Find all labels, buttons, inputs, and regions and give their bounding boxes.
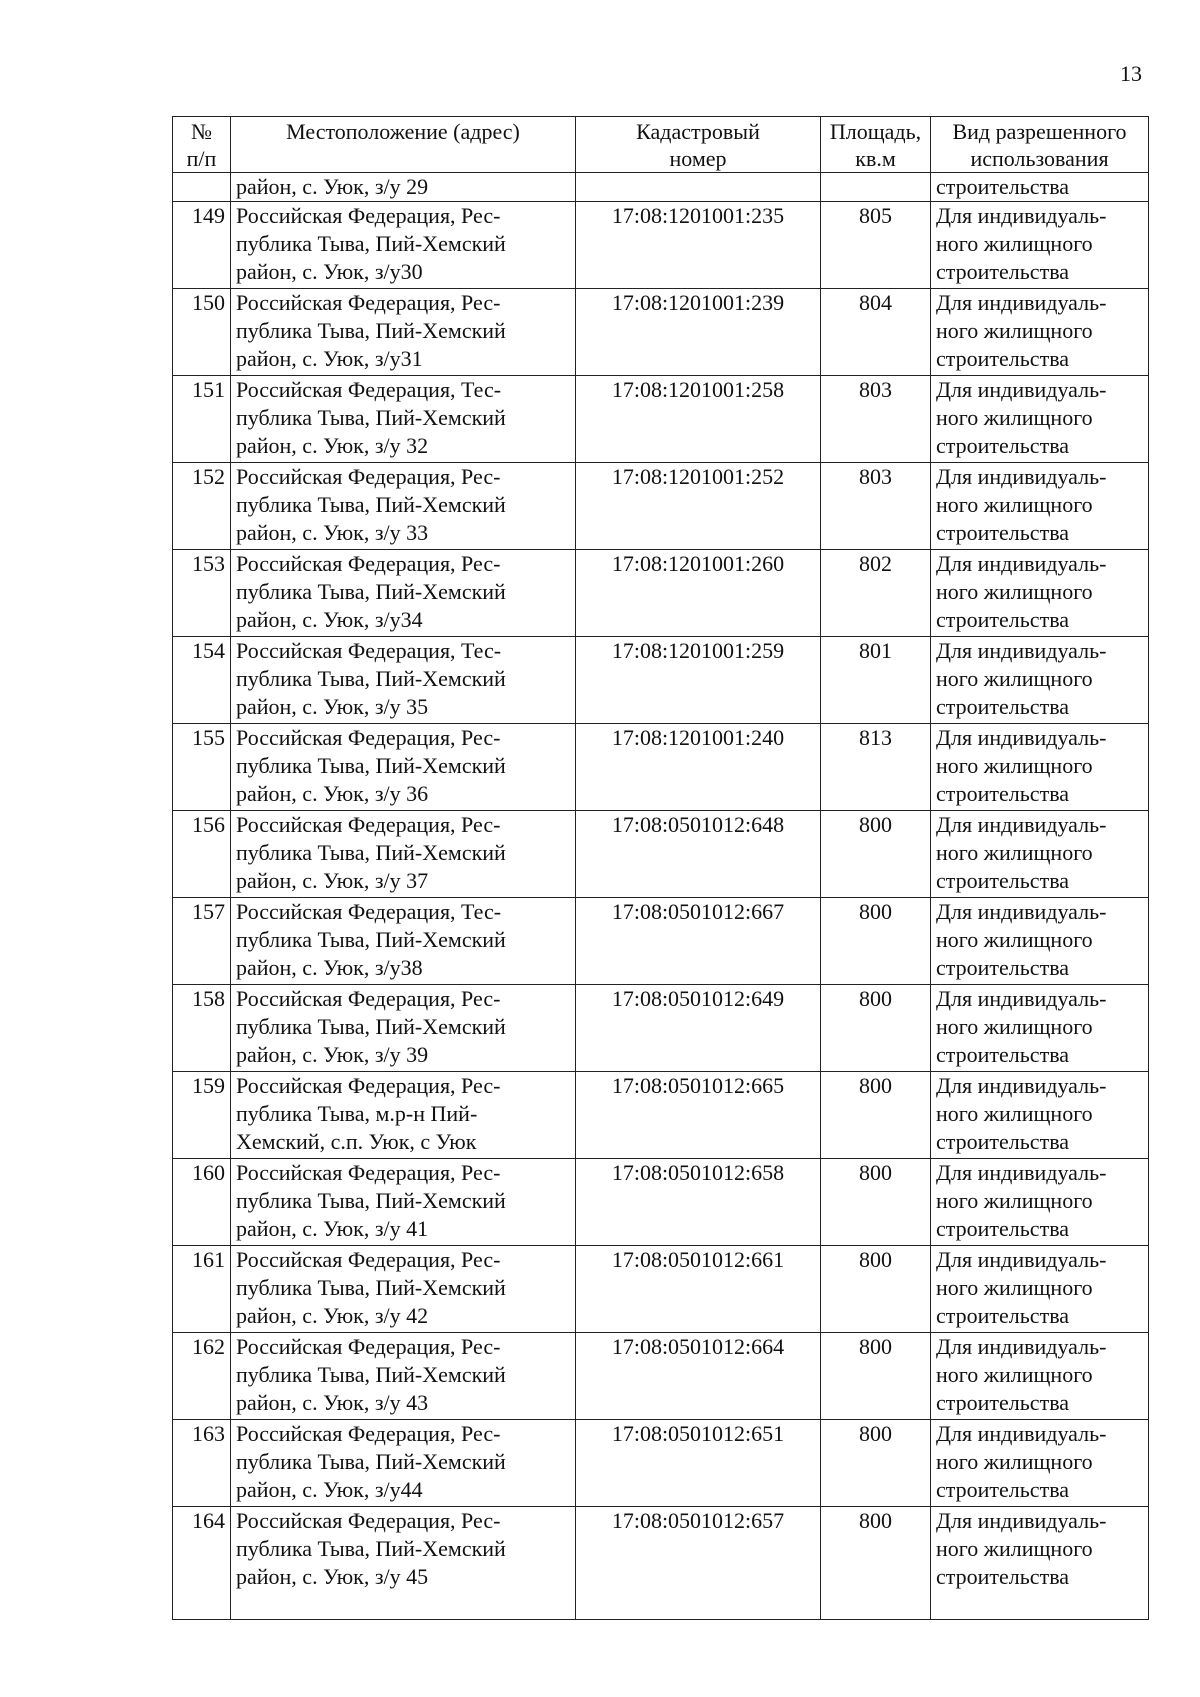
table-row (173, 550, 1149, 637)
address-line: публика Тыва, Пий-Хемский (236, 1275, 506, 1300)
cell-num: 156 (173, 811, 231, 898)
cell-address (231, 811, 576, 898)
cell-area: 802 (821, 550, 931, 637)
address-line: район, с. Уюк, з/у 42 (236, 1303, 429, 1328)
cell-area: 800 (821, 1159, 931, 1246)
use-line: Для индивидуаль- (936, 1508, 1107, 1533)
use-line: строительства (936, 520, 1070, 545)
cell-cadastral: 17:08:0501012:661 (576, 1246, 821, 1333)
address-line: Российская Федерация, Рес- (236, 551, 501, 576)
cell-cadastral (576, 173, 821, 202)
cell-num: 158 (173, 985, 231, 1072)
cell-num: 155 (173, 724, 231, 811)
use-line: Для индивидуаль- (936, 203, 1107, 228)
address-line: публика Тыва, Пий-Хемский (236, 1449, 506, 1474)
use-line: Для индивидуаль- (936, 464, 1107, 489)
use-line: Для индивидуаль- (936, 899, 1107, 924)
address-line: публика Тыва, м.р-н Пий- (236, 1101, 478, 1126)
use-line: Для индивидуаль- (936, 377, 1107, 402)
address-line: Российская Федерация, Рес- (236, 812, 501, 837)
address-line: Хемский, с.п. Уюк, с Уюк (236, 1129, 477, 1154)
use-line: Для индивидуаль- (936, 812, 1107, 837)
address-line: публика Тыва, Пий-Хемский (236, 1536, 506, 1561)
cell-num: 162 (173, 1333, 231, 1420)
cell-address (231, 1159, 576, 1246)
cell-num (173, 173, 231, 202)
use-line: строительства (936, 1390, 1070, 1415)
header-num (173, 117, 231, 173)
table-row (173, 1246, 1149, 1333)
cell-cadastral: 17:08:0501012:649 (576, 985, 821, 1072)
use-line: Для индивидуаль- (936, 1073, 1107, 1098)
use-line: ного жилищного (936, 579, 1093, 604)
cell-num: 152 (173, 463, 231, 550)
use-line: ного жилищного (936, 1449, 1093, 1474)
cell-address (231, 463, 576, 550)
header-line: п/п (186, 146, 217, 171)
cell-area: 800 (821, 1072, 931, 1159)
cell-use (931, 376, 1149, 463)
cell-use (931, 1159, 1149, 1246)
use-line: Для индивидуаль- (936, 1334, 1107, 1359)
cell-address (231, 1507, 576, 1620)
cell-cadastral: 17:08:0501012:657 (576, 1507, 821, 1620)
use-line: строительства (936, 1216, 1070, 1241)
cell-area: 803 (821, 376, 931, 463)
header-line: № (191, 119, 212, 144)
cell-num: 160 (173, 1159, 231, 1246)
use-line: строительства (936, 1477, 1070, 1502)
address-line: район, с. Уюк, з/у44 (236, 1477, 423, 1502)
use-line: строительства (936, 694, 1070, 719)
use-line: строительства (936, 1303, 1070, 1328)
cell-num: 153 (173, 550, 231, 637)
table-header (173, 117, 1149, 173)
cell-area: 800 (821, 1246, 931, 1333)
address-line: Российская Федерация, Тес- (236, 638, 502, 663)
use-line: ного жилищного (936, 492, 1093, 517)
use-line: строительства (936, 259, 1070, 284)
use-line: ного жилищного (936, 231, 1093, 256)
use-line: Для индивидуаль- (936, 551, 1107, 576)
cell-cadastral: 17:08:1201001:235 (576, 202, 821, 289)
cell-cadastral: 17:08:0501012:665 (576, 1072, 821, 1159)
use-line: строительства (936, 1129, 1070, 1154)
table-body (173, 173, 1149, 1620)
use-line: строительства (936, 955, 1070, 980)
address-line: район, с. Уюк, з/у 43 (236, 1390, 429, 1415)
header-area (821, 117, 931, 173)
cell-num: 163 (173, 1420, 231, 1507)
cell-num: 151 (173, 376, 231, 463)
cell-use (931, 1507, 1149, 1620)
cell-use (931, 1333, 1149, 1420)
cell-area: 804 (821, 289, 931, 376)
cell-num: 164 (173, 1507, 231, 1620)
address-line: район, с. Уюк, з/у 29 (236, 174, 429, 199)
address-line: район, с. Уюк, з/у 37 (236, 868, 429, 893)
page-number: 13 (1120, 61, 1142, 86)
use-line: строительства (936, 781, 1070, 806)
address-line: публика Тыва, Пий-Хемский (236, 318, 506, 343)
cell-address (231, 1420, 576, 1507)
table-row (173, 724, 1149, 811)
table-row (173, 898, 1149, 985)
address-line: публика Тыва, Пий-Хемский (236, 231, 506, 256)
use-line: строительства (936, 1042, 1070, 1067)
table-row (173, 289, 1149, 376)
cell-use (931, 550, 1149, 637)
address-line: район, с. Уюк, з/у38 (236, 955, 423, 980)
cell-cadastral: 17:08:1201001:239 (576, 289, 821, 376)
header-line: Местоположение (адрес) (286, 119, 520, 144)
cell-area: 803 (821, 463, 931, 550)
cell-cadastral: 17:08:0501012:648 (576, 811, 821, 898)
cell-use (931, 637, 1149, 724)
cell-use (931, 811, 1149, 898)
cell-address (231, 289, 576, 376)
table-row (173, 202, 1149, 289)
address-line: Российская Федерация, Тес- (236, 377, 502, 402)
cell-area: 800 (821, 898, 931, 985)
use-line: Для индивидуаль- (936, 1160, 1107, 1185)
address-line: Российская Федерация, Рес- (236, 725, 501, 750)
cell-cadastral: 17:08:1201001:240 (576, 724, 821, 811)
cell-cadastral: 17:08:1201001:252 (576, 463, 821, 550)
address-line: район, с. Уюк, з/у 41 (236, 1216, 429, 1241)
address-line: район, с. Уюк, з/у 45 (236, 1564, 429, 1589)
address-line: район, с. Уюк, з/у 32 (236, 433, 429, 458)
use-line: строительства (936, 868, 1070, 893)
cell-num: 159 (173, 1072, 231, 1159)
address-line: публика Тыва, Пий-Хемский (236, 840, 506, 865)
cell-use (931, 898, 1149, 985)
address-line: Российская Федерация, Рес- (236, 1421, 501, 1446)
use-line: ного жилищного (936, 1362, 1093, 1387)
address-line: публика Тыва, Пий-Хемский (236, 405, 506, 430)
use-line: Для индивидуаль- (936, 725, 1107, 750)
address-line: район, с. Уюк, з/у 39 (236, 1042, 429, 1067)
cell-cadastral: 17:08:1201001:260 (576, 550, 821, 637)
cell-area: 800 (821, 811, 931, 898)
cell-address (231, 898, 576, 985)
land-plots-table (172, 116, 1149, 1620)
cell-use (931, 173, 1149, 202)
cell-num: 157 (173, 898, 231, 985)
use-line: строительства (936, 174, 1070, 199)
use-line: ного жилищного (936, 1188, 1093, 1213)
use-line: ного жилищного (936, 1101, 1093, 1126)
cell-cadastral: 17:08:1201001:259 (576, 637, 821, 724)
use-line: Для индивидуаль- (936, 290, 1107, 315)
table-row (173, 637, 1149, 724)
use-line: Для индивидуаль- (936, 638, 1107, 663)
use-line: ного жилищного (936, 840, 1093, 865)
cell-address (231, 985, 576, 1072)
address-line: Российская Федерация, Рес- (236, 464, 501, 489)
header-line: кв.м (855, 146, 896, 171)
table-row (173, 1159, 1149, 1246)
address-line: район, с. Уюк, з/у 33 (236, 520, 429, 545)
header-line: номер (669, 146, 727, 171)
header-cadastral (576, 117, 821, 173)
use-line: ного жилищного (936, 1275, 1093, 1300)
use-line: ного жилищного (936, 1014, 1093, 1039)
cell-area: 800 (821, 985, 931, 1072)
cell-use (931, 1246, 1149, 1333)
cell-cadastral: 17:08:0501012:651 (576, 1420, 821, 1507)
address-line: район, с. Уюк, з/у34 (236, 607, 423, 632)
cell-area: 800 (821, 1420, 931, 1507)
cell-address (231, 1072, 576, 1159)
cell-address (231, 173, 576, 202)
cell-area: 800 (821, 1507, 931, 1620)
use-line: ного жилищного (936, 318, 1093, 343)
address-line: Российская Федерация, Рес- (236, 1247, 501, 1272)
cell-area: 813 (821, 724, 931, 811)
address-line: публика Тыва, Пий-Хемский (236, 753, 506, 778)
cell-cadastral: 17:08:0501012:658 (576, 1159, 821, 1246)
cell-address (231, 550, 576, 637)
address-line: Российская Федерация, Рес- (236, 986, 501, 1011)
address-line: Российская Федерация, Рес- (236, 203, 501, 228)
address-line: Российская Федерация, Рес- (236, 1508, 501, 1533)
cell-address (231, 637, 576, 724)
address-line: район, с. Уюк, з/у30 (236, 259, 423, 284)
use-line: ного жилищного (936, 927, 1093, 952)
address-line: публика Тыва, Пий-Хемский (236, 1014, 506, 1039)
table-row (173, 1072, 1149, 1159)
cell-num: 154 (173, 637, 231, 724)
address-line: район, с. Уюк, з/у 36 (236, 781, 429, 806)
address-line: публика Тыва, Пий-Хемский (236, 927, 506, 952)
cell-address (231, 724, 576, 811)
cell-use (931, 985, 1149, 1072)
use-line: строительства (936, 433, 1070, 458)
address-line: Российская Федерация, Рес- (236, 290, 501, 315)
use-line: ного жилищного (936, 405, 1093, 430)
cell-use (931, 1420, 1149, 1507)
cell-cadastral: 17:08:0501012:664 (576, 1333, 821, 1420)
table-row (173, 811, 1149, 898)
continuation-row (173, 173, 1149, 202)
use-line: ного жилищного (936, 1536, 1093, 1561)
address-line: публика Тыва, Пий-Хемский (236, 666, 506, 691)
header-line: Площадь, (829, 119, 922, 144)
address-line: публика Тыва, Пий-Хемский (236, 1188, 506, 1213)
table-row (173, 985, 1149, 1072)
use-line: Для индивидуаль- (936, 1247, 1107, 1272)
cell-num: 149 (173, 202, 231, 289)
cell-use (931, 202, 1149, 289)
address-line: район, с. Уюк, з/у 35 (236, 694, 429, 719)
cell-address (231, 202, 576, 289)
use-line: ного жилищного (936, 666, 1093, 691)
header-line: Вид разрешенного (952, 119, 1127, 144)
address-line: Российская Федерация, Рес- (236, 1334, 501, 1359)
cell-cadastral: 17:08:1201001:258 (576, 376, 821, 463)
header-use (931, 117, 1149, 173)
header-address (231, 117, 576, 173)
table-row (173, 376, 1149, 463)
cell-num: 161 (173, 1246, 231, 1333)
address-line: район, с. Уюк, з/у31 (236, 346, 423, 371)
cell-use (931, 1072, 1149, 1159)
use-line: ного жилищного (936, 753, 1093, 778)
address-line: Российская Федерация, Рес- (236, 1073, 501, 1098)
table-row (173, 1507, 1149, 1620)
address-line: публика Тыва, Пий-Хемский (236, 579, 506, 604)
address-line: публика Тыва, Пий-Хемский (236, 1362, 506, 1387)
address-line: публика Тыва, Пий-Хемский (236, 492, 506, 517)
cell-address (231, 1246, 576, 1333)
cell-address (231, 1333, 576, 1420)
table-row (173, 463, 1149, 550)
table-row (173, 1333, 1149, 1420)
cell-cadastral: 17:08:0501012:667 (576, 898, 821, 985)
cell-use (931, 289, 1149, 376)
cell-use (931, 724, 1149, 811)
cell-address (231, 376, 576, 463)
table-row (173, 1420, 1149, 1507)
cell-num: 150 (173, 289, 231, 376)
use-line: строительства (936, 607, 1070, 632)
header-line: использования (970, 146, 1109, 171)
use-line: строительства (936, 346, 1070, 371)
address-line: Российская Федерация, Рес- (236, 1160, 501, 1185)
cell-area (821, 173, 931, 202)
cell-area: 805 (821, 202, 931, 289)
use-line: строительства (936, 1564, 1070, 1589)
cell-area: 800 (821, 1333, 931, 1420)
address-line: Российская Федерация, Тес- (236, 899, 502, 924)
cell-area: 801 (821, 637, 931, 724)
use-line: Для индивидуаль- (936, 986, 1107, 1011)
cell-use (931, 463, 1149, 550)
header-line: Кадастровый (636, 119, 760, 144)
use-line: Для индивидуаль- (936, 1421, 1107, 1446)
